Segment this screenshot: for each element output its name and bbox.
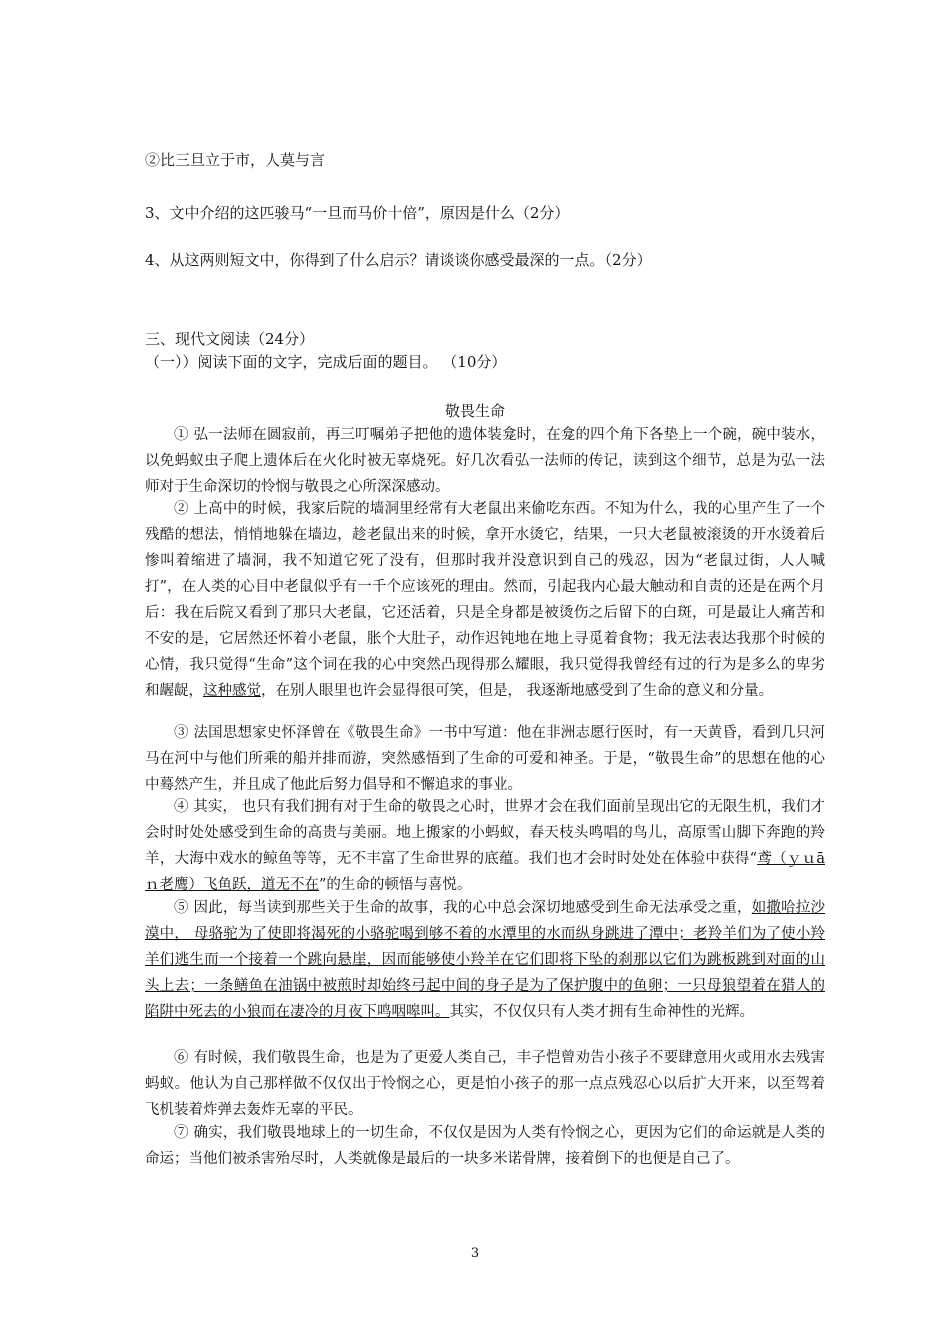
paragraph-4-text-b: ”的生命的顿悟与喜悦。: [319, 877, 472, 893]
question-3: 3、文中介绍的这匹骏马“一旦而马价十倍”，原因是什么（2分）: [145, 204, 570, 222]
essay-paragraph-3: [145, 720, 825, 798]
essay-paragraph-6: [145, 1045, 825, 1123]
paragraph-6-text: ⑥ 有时候，我们敬畏生命，也是为了更爱人类自己，丰子恺曾劝告小孩子不要肆意用火或用水去残害蚂蚁。他认为自己那样做不仅仅出于怜悯之心，更是怕小孩子的那一点点残忍心以后扩大开来，以至驾着飞机装着炸弹去轰炸无辜的平民。: [145, 1050, 825, 1118]
paragraph-1-text: ① 弘一法师在圆寂前，再三叮嘱弟子把他的遗体装龛时，在龛的四个角下各垫上一个碗，碗中装水，以免蚂蚁虫子爬上遗体后在火化时被无辜烧死。好几次看弘一法师的传记，读到这个细节，总是为弘一法师对于生命深切的怜悯与敬畏之心所深深感动。: [145, 427, 825, 495]
paragraph-4-underlined: 鸢（ｙｕā ｎ老鹰）飞鱼跃，道无不在: [145, 851, 825, 893]
section-heading: 三、现代文阅读（24分）: [145, 330, 315, 348]
question-4: 4、从这两则短文中，你得到了什么启示？请谈谈你感受最深的一点。（2分）: [145, 251, 652, 269]
essay-paragraph-5: [145, 895, 825, 1025]
essay-paragraph-4: [145, 794, 825, 898]
essay-paragraph-1: [145, 422, 825, 500]
page-number: 3: [470, 1246, 480, 1261]
paragraph-4-text-a: ④ 其实， 也只有我们拥有对于生命的敬畏之心时，世界才会在我们面前呈现出它的无限生机，我们才会时时处处感受到生命的高贵与美丽。地上搬家的小蚂蚁，春天枝头鸣唱的鸟儿，高原雪山脚下奔跑的羚羊，大海中戏水的鲸鱼等等，无不丰富了生命世界的底蕴。我们也才会时时处处在体验中获得“: [145, 799, 825, 867]
paragraph-2-text-b: ，在别人眼里也许会显得很可笑，但是， 我逐渐地感受到了生命的意义和分量。: [261, 683, 774, 699]
essay-paragraph-2: [145, 496, 825, 704]
essay-title: 敬畏生命: [444, 402, 505, 420]
paragraph-7-text: ⑦ 确实，我们敬畏地球上的一切生命，不仅仅是因为人类有怜悯之心，更因为它们的命运就是人类的命运；当他们被杀害殆尽时，人类就像是最后的一块多米诺骨牌，接着倒下的也便是自己了。: [145, 1125, 825, 1167]
paragraph-5-text-a: ⑤ 因此，每当读到那些关于生命的故事，我的心中总会深切地感受到生命无法承受之重，: [174, 900, 752, 916]
question-2-item: ②比三旦立于市，人莫与言: [145, 151, 326, 169]
paragraph-3-text: ③ 法国思想家史怀泽曾在《敬畏生命》一书中写道：他在非洲志愿行医时，有一天黄昏，看到几只河马在河中与他们所乘的船并排而游，突然感悟到了生命的可爱和神圣。于是，“敬畏生命”的思想在他的心中蓦然产生，并且成了他此后努力倡导和不懈追求的事业。: [145, 725, 825, 793]
section-sub-heading: （一））阅读下面的文字，完成后面的题目。 （10分）: [145, 353, 507, 371]
paragraph-2-text-a: ② 上高中的时候，我家后院的墙洞里经常有大老鼠出来偷吃东西。不知为什么，我的心里产生了一个残酷的想法，悄悄地躲在墙边，趁老鼠出来的时候，拿开水烫它，结果，一只大老鼠被滚烫的开水烫着后惨叫着缩进了墙洞，我不知道它死了没有，但那时我并没意识到自己的残忍，因为“老鼠过街，人人喊打”，在人类的心目中老鼠似乎有一千个应该死的理由。然而，引起我内心最大触动和自责的还是在两个月后：我在后院又看到了那只大老鼠，它还活着，只是全身都是被烫伤之后留下的白斑，可是最让人痛苦和不安的是，它居然还怀着小老鼠，胀个大肚子，动作迟钝地在地上寻觅着食物；我无法表达我那个时候的心情，我只觉得“生命”这个词在我的心中突然凸现得那么耀眼，我只觉得我曾经有过的行为是多么的卑劣和龌龊，: [145, 501, 825, 699]
paragraph-5-text-b: 其实，不仅仅只有人类才拥有生命神性的光辉。: [449, 1004, 754, 1020]
essay-paragraph-7: [145, 1120, 825, 1172]
paragraph-2-underlined: 这种感觉: [203, 683, 261, 699]
paragraph-5-underlined: 如撒哈拉沙漠中， 母骆驼为了使即将渴死的小骆驼喝到够不着的水潭里的水而纵身跳进了潭中；老羚羊们为了使小羚羊们逃生而一个接着一个跳向悬崖，因而能够使小羚羊在它们即将下坠的刹那以它们为跳板跳到对面的山头上去；一条鳝鱼在油锅中被煎时却始终弓起中间的身子是为了保护腹中的鱼卵；一只母狼望着在猎人的陷阱中死去的小狼而在凄冷的月夜下鸣咽嗥叫。: [145, 900, 825, 1020]
